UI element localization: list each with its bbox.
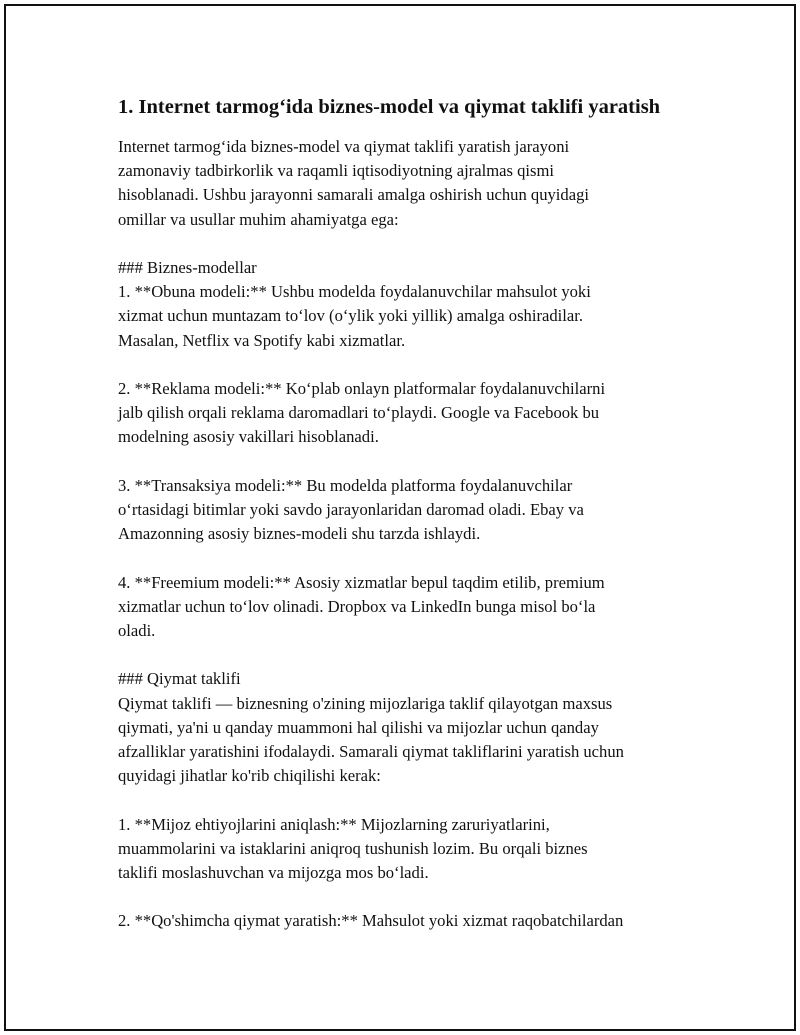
text-line: oladi.	[118, 621, 156, 640]
text-line: quyidagi jihatlar ko'rib chiqilishi kerak:	[118, 766, 381, 786]
text-line: modelning asosiy vakillari hisoblanadi.	[118, 427, 379, 447]
blank-line	[118, 546, 698, 570]
text-line: xizmat uchun muntazam to‘lov (o‘ylik yoki yillik) amalga oshiradilar.	[118, 306, 583, 326]
document-content	[118, 94, 698, 934]
text-line: o‘rtasidagi bitimlar yoki savdo jarayonlaridan daromad oladi. Ebay va	[118, 500, 584, 519]
text-line: zamonaviy tadbirkorlik va raqamli iqtisodiyotning ajralmas qismi	[118, 161, 554, 181]
text-line: 4. **Freemium modeli:** Asosiy xizmatlar bepul taqdim etilib, premium	[118, 572, 605, 592]
blank-line	[118, 353, 698, 377]
text-line: Internet tarmog‘ida biznes-model va qiymat taklifi yaratish jarayoni	[118, 137, 570, 156]
text-line: xizmatlar uchun to‘lov olinadi. Dropbox va LinkedIn bunga misol bo‘la	[118, 596, 596, 616]
body-text	[118, 135, 698, 934]
blank-line	[118, 450, 698, 474]
text-line: 2. **Reklama modeli:** Ko‘plab onlayn platformalar foydalanuvchilarni	[118, 379, 606, 398]
text-line: jalb qilish orqali reklama daromadlari to‘playdi. Google va Facebook bu	[118, 403, 600, 423]
text-line: 1. **Obuna modeli:** Ushbu modelda foydalanuvchilar mahsulot yoki	[118, 282, 591, 302]
text-line: qiymati, ya'ni u qanday muammoni hal qilishi va mijozlar uchun qanday	[118, 717, 599, 737]
section-heading: ### Qiymat taklifi	[118, 669, 241, 689]
text-line: afzalliklar yaratishini ifodalaydi. Samarali qiymat takliflarini yaratish uchun	[118, 742, 624, 761]
text-line: omillar va usullar muhim ahamiyatga ega:	[118, 209, 399, 229]
section-heading: ### Biznes-modellar	[118, 258, 257, 277]
text-line: Qiymat taklifi — biznesning o'zining mijozlariga taklif qilayotgan maxsus	[118, 693, 613, 713]
text-line: Masalan, Netflix va Spotify kabi xizmatlar.	[118, 330, 406, 350]
blank-line	[118, 885, 698, 909]
text-line: Amazonning asosiy biznes-modeli shu tarzda ishlaydi.	[118, 524, 481, 544]
blank-line	[118, 232, 698, 256]
text-line: 2. **Qo'shimcha qiymat yaratish:** Mahsulot yoki xizmat raqobatchilardan	[118, 911, 624, 931]
text-line: 3. **Transaksiya modeli:** Bu modelda platforma foydalanuvchilar	[118, 475, 573, 495]
document-page	[4, 4, 796, 1031]
page-title: 1. Internet tarmog‘ida biznes-model va qiymat taklifi yaratish	[118, 96, 661, 118]
text-line: 1. **Mijoz ehtiyojlarini aniqlash:** Mijozlarning zaruriyatlarini,	[118, 814, 550, 834]
blank-line	[118, 788, 698, 812]
text-line: muammolarini va istaklarini aniqroq tushunish lozim. Bu orqali biznes	[118, 838, 588, 858]
text-line: taklifi moslashuvchan va mijozga mos bo‘ladi.	[118, 863, 429, 882]
text-line: hisoblanadi. Ushbu jarayonni samarali amalga oshirish uchun quyidagi	[118, 185, 589, 205]
blank-line	[118, 643, 698, 667]
